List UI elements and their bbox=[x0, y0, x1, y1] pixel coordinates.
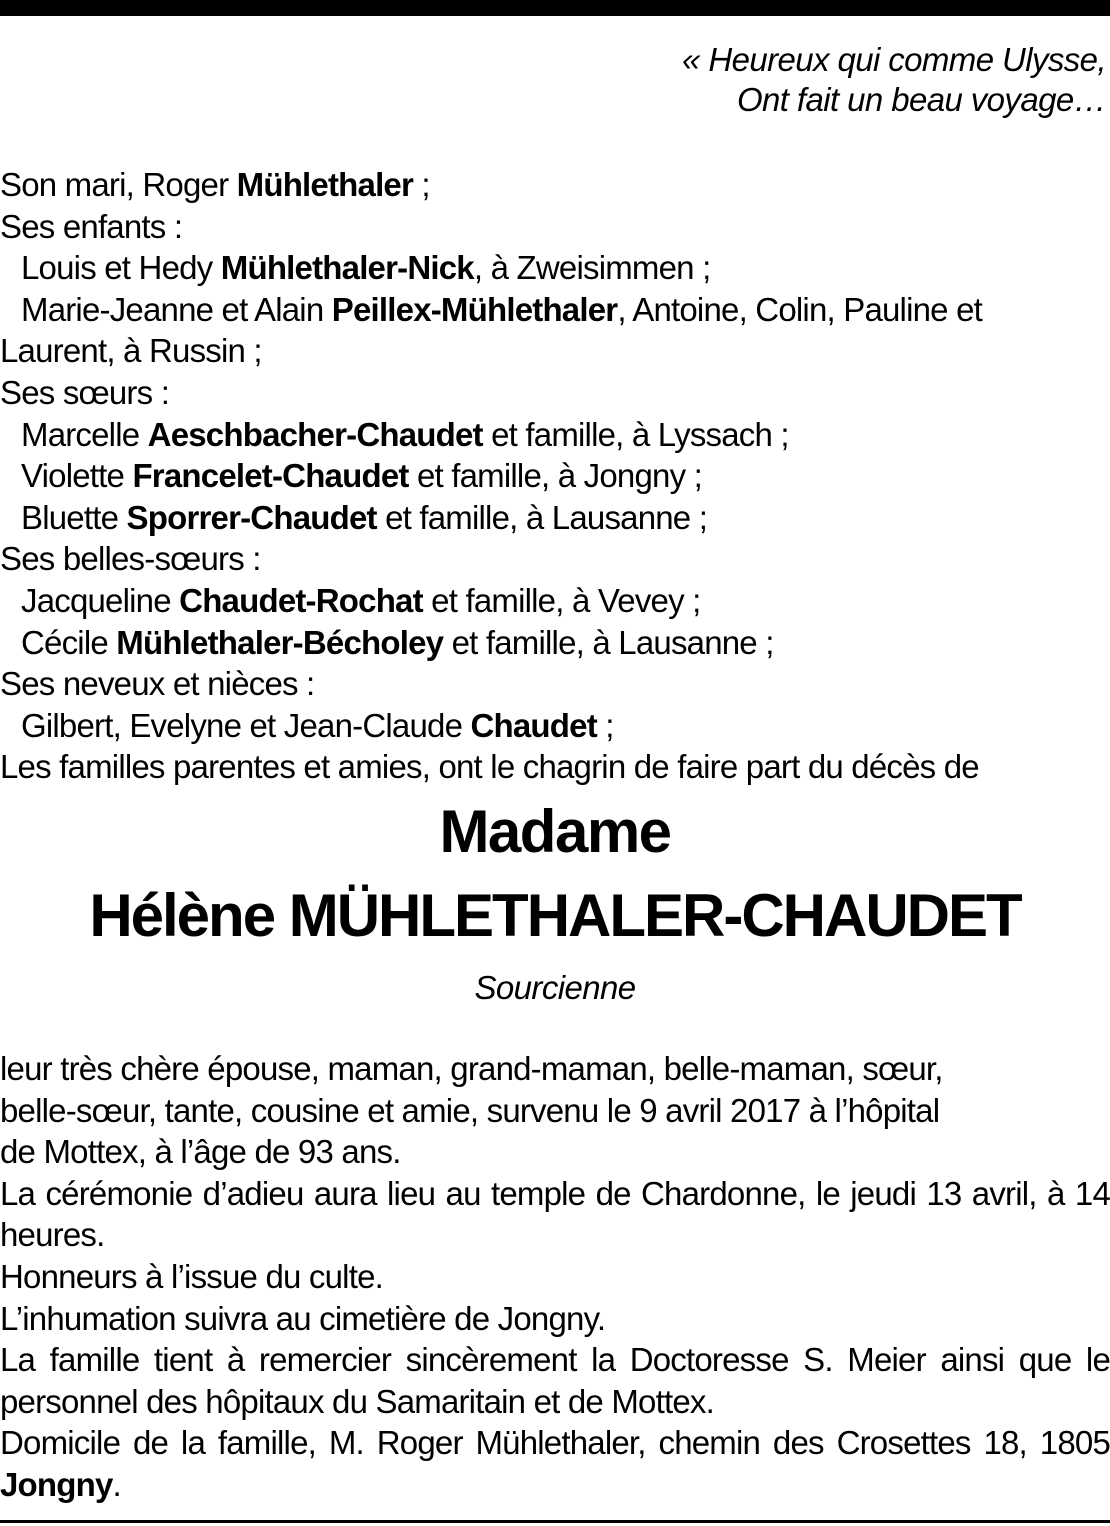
nephews-heading: Ses neveux et nièces : bbox=[0, 665, 315, 703]
nephews-suffix: ; bbox=[596, 706, 614, 744]
husband-line bbox=[0, 164, 1110, 206]
sister-line-2 bbox=[0, 455, 1110, 497]
body-line-2: belle-sœur, tante, cousine et amie, survenu le 9 avril 2017 à l’hôpital bbox=[0, 1091, 940, 1129]
sister1-prefix: Marcelle bbox=[21, 415, 148, 453]
burial-paragraph: L’inhumation suivra au cimetière de Jongny. bbox=[0, 1299, 606, 1337]
sister-line-1 bbox=[0, 414, 1110, 456]
nephews-line bbox=[0, 705, 1110, 747]
sil2-prefix: Cécile bbox=[21, 623, 117, 661]
domicile-place: Jongny bbox=[0, 1465, 113, 1503]
thanks-paragraph: La famille tient à remercier sincèrement la Doctoresse S. Meier ainsi que le personnel des hôpitaux du Samaritain et de Mottex. bbox=[0, 1341, 1110, 1420]
child-line-2 bbox=[0, 289, 1110, 331]
nephews-prefix: Gilbert, Evelyne et Jean-Claude bbox=[21, 706, 471, 744]
husband-suffix: ; bbox=[413, 166, 430, 203]
husband-prefix: Son mari, Roger bbox=[0, 166, 237, 203]
husband-name: Mühlethaler bbox=[236, 166, 414, 203]
bottom-border-rule bbox=[0, 1520, 1110, 1523]
child-line-1 bbox=[0, 247, 1110, 289]
obituary-body bbox=[0, 1048, 1110, 1506]
child-line-2-continuation: Laurent, à Russin ; bbox=[0, 332, 262, 370]
sisters-heading: Ses sœurs : bbox=[0, 373, 170, 411]
domicile-paragraph bbox=[0, 1422, 1110, 1505]
sister1-suffix: et famille, à Lyssach ; bbox=[482, 415, 789, 453]
sil1-prefix: Jacqueline bbox=[21, 581, 180, 619]
body-line-3: de Mottex, à l’âge de 93 ans. bbox=[0, 1133, 401, 1171]
body-line-1: leur très chère épouse, maman, grand-maman, belle-maman, sœur, bbox=[0, 1050, 943, 1087]
sister2-prefix: Violette bbox=[21, 457, 133, 495]
child2-prefix: Marie-Jeanne et Alain bbox=[21, 290, 332, 328]
deceased-name: Hélène MÜHLETHALER-CHAUDET bbox=[89, 882, 1021, 949]
family-list bbox=[0, 164, 1110, 788]
deceased-title: Madame bbox=[439, 798, 671, 865]
sister3-name: Sporrer-Chaudet bbox=[126, 498, 377, 536]
child1-prefix: Louis et Hedy bbox=[21, 249, 221, 287]
sil2-name: Mühlethaler-Bécholey bbox=[116, 623, 444, 661]
epigraph-line-1: « Heureux qui comme Ulysse, bbox=[682, 41, 1106, 78]
sil1-suffix: et famille, à Vevey ; bbox=[422, 581, 701, 619]
sister3-prefix: Bluette bbox=[21, 498, 127, 536]
child2-name: Peillex-Mühlethaler bbox=[331, 290, 618, 328]
child2-suffix: , Antoine, Colin, Pauline et bbox=[617, 290, 983, 328]
sister-in-law-line-1 bbox=[0, 580, 1110, 622]
announcement-line: Les familles parentes et amies, ont le chagrin de faire part du décès de bbox=[0, 748, 979, 786]
ceremony-paragraph: La cérémonie d’adieu aura lieu au temple de Chardonne, le jeudi 13 avril, à 14 heures. bbox=[0, 1174, 1110, 1254]
domicile-text: Domicile de la famille, M. Roger Mühlethaler, chemin des Crosettes 18, 1805 bbox=[0, 1424, 1110, 1462]
children-heading: Ses enfants : bbox=[0, 207, 183, 245]
epigraph bbox=[682, 40, 1106, 120]
deceased-origin: Sourcienne bbox=[474, 969, 636, 1006]
sil1-name: Chaudet-Rochat bbox=[179, 581, 423, 619]
sisters-in-law-heading: Ses belles-sœurs : bbox=[0, 540, 261, 578]
top-border-rule bbox=[0, 0, 1110, 16]
nephews-name: Chaudet bbox=[470, 706, 597, 744]
epigraph-line-2: Ont fait un beau voyage… bbox=[736, 81, 1106, 118]
sil2-suffix: et famille, à Lausanne ; bbox=[443, 623, 774, 661]
honours-paragraph: Honneurs à l’issue du culte. bbox=[0, 1257, 383, 1295]
sister-line-3 bbox=[0, 497, 1110, 539]
domicile-end: . bbox=[112, 1465, 121, 1503]
sister1-name: Aeschbacher-Chaudet bbox=[147, 415, 483, 453]
sister3-suffix: et famille, à Lausanne ; bbox=[376, 498, 708, 536]
sister2-suffix: et famille, à Jongny ; bbox=[408, 457, 703, 495]
child1-name: Mühlethaler-Nick bbox=[220, 249, 474, 287]
child1-suffix: , à Zweisimmen ; bbox=[473, 249, 711, 287]
sister-in-law-line-2 bbox=[0, 622, 1110, 664]
sister2-name: Francelet-Chaudet bbox=[132, 457, 409, 495]
